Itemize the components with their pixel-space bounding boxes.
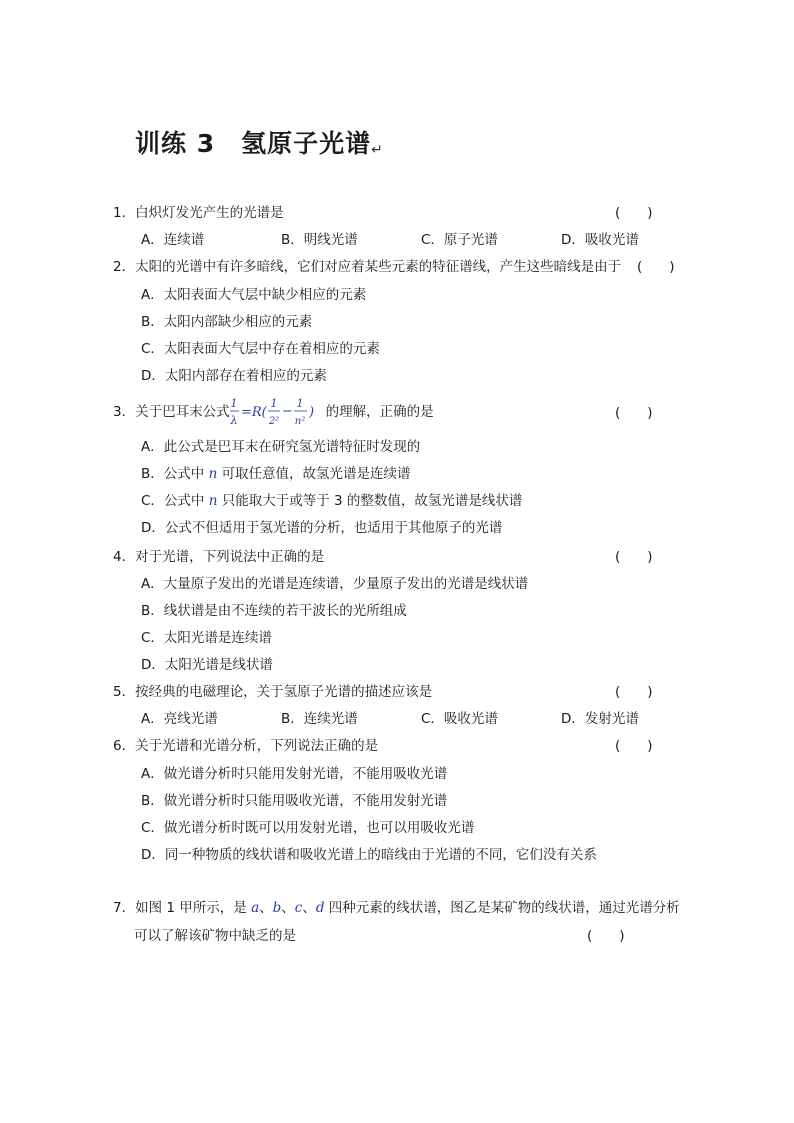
question-5-option-c: C．吸收光谱 <box>421 711 498 727</box>
question-4-option-b: B．线状谱是由不连续的若干波长的光所组成 <box>141 603 407 619</box>
balmer-formula <box>230 396 326 428</box>
question-6-stem: 6．关于光谱和光谱分析，下列说法正确的是 <box>113 738 379 754</box>
question-7-stem-line-2: 可以了解该矿物中缺乏的是 <box>134 928 296 944</box>
question-3-option-a: A．此公式是巴耳末在研究氢光谱特征时发现的 <box>141 439 421 455</box>
question-3-stem-post: 的理解，正确的是 <box>325 404 434 420</box>
question-5-stem: 5．按经典的电磁理论，关于氢原子光谱的描述应该是 <box>113 684 433 700</box>
question-6-answer-paren: ( ) <box>615 738 653 754</box>
question-1-option-b: B．明线光谱 <box>281 232 358 248</box>
formula-b-numerator: 1 <box>296 397 304 410</box>
question-1-option-c: C．原子光谱 <box>421 232 498 248</box>
question-4-option-d: D．太阳光谱是线状谱 <box>141 657 273 673</box>
formula-b-denominator: n² <box>294 416 305 427</box>
question-3-option-c: C．公式中 n 只能取大于或等于 3 的整数值，故氢光谱是线状谱 <box>141 493 523 509</box>
question-1-option-a: A．连续谱 <box>141 232 205 248</box>
question-6-option-a: A．做光谱分析时只能用发射光谱，不能用吸收光谱 <box>141 766 448 782</box>
question-2-option-b: B．太阳内部缺少相应的元素 <box>141 314 313 330</box>
question-4-stem: 4．对于光谱，下列说法中正确的是 <box>113 549 325 565</box>
question-5-option-a: A．亮线光谱 <box>141 711 218 727</box>
formula-minus: − <box>281 404 293 419</box>
question-3-option-d: D．公式不但适用于氢光谱的分析，也适用于其他原子的光谱 <box>141 520 503 536</box>
question-3-stem-pre: 3．关于巴耳末公式 <box>113 404 230 420</box>
question-5-answer-paren: ( ) <box>615 684 653 700</box>
question-3-option-b: B．公式中 n 可取任意值，故氢光谱是连续谱 <box>141 466 411 482</box>
question-2-stem: 2．太阳的光谱中有许多暗线，它们对应着某些元素的特征谱线，产生这些暗线是由于 <box>113 259 622 275</box>
question-5-option-b: B．连续光谱 <box>281 711 358 727</box>
question-2-option-d: D．太阳内部存在着相应的元素 <box>141 368 327 384</box>
question-7-answer-paren: ( ) <box>587 928 625 944</box>
question-2-answer-paren: ( ) <box>637 259 675 275</box>
question-7-stem-line-1: 7．如图 1 甲所示，是 a、b、c、d 四种元素的线状谱，图乙是某矿物的线状谱，通过光谱分析 <box>113 900 680 916</box>
formula-a-numerator: 1 <box>270 397 278 410</box>
question-1-answer-paren: ( ) <box>615 205 653 221</box>
page-title <box>135 124 384 160</box>
question-6-option-b: B．做光谱分析时只能用吸收光谱，不能用发射光谱 <box>141 793 448 809</box>
formula-lhs-denominator: λ <box>230 414 238 427</box>
question-6-option-d: D．同一种物质的线状谱和吸收光谱上的暗线由于光谱的不同，它们没有关系 <box>141 847 597 863</box>
question-4-answer-paren: ( ) <box>615 549 653 565</box>
formula-lhs-numerator: 1 <box>230 397 238 410</box>
question-1-stem: 1．白炽灯发光产生的光谱是 <box>113 205 284 221</box>
question-2-option-a: A．太阳表面大气层中缺少相应的元素 <box>141 287 367 303</box>
formula-a-denominator: 2² <box>268 416 279 427</box>
question-3-stem <box>113 396 434 428</box>
question-5-option-d: D．发射光谱 <box>561 711 639 727</box>
question-4-option-c: C．太阳光谱是连续谱 <box>141 630 272 646</box>
question-4-option-a: A．大量原子发出的光谱是连续谱，少量原子发出的光谱是线状谱 <box>141 576 529 592</box>
formula-close-paren: ) <box>308 405 314 420</box>
question-1-option-d: D．吸收光谱 <box>561 232 639 248</box>
question-2-option-c: C．太阳表面大气层中存在着相应的元素 <box>141 341 380 357</box>
question-3-answer-paren: ( ) <box>615 405 653 421</box>
paragraph-mark-icon: ↵ <box>371 142 384 158</box>
title-text: 训练 3 氢原子光谱 <box>135 129 372 158</box>
question-6-option-c: C．做光谱分析时既可以用发射光谱，也可以用吸收光谱 <box>141 820 475 836</box>
formula-equals-r: =R( <box>240 405 267 420</box>
